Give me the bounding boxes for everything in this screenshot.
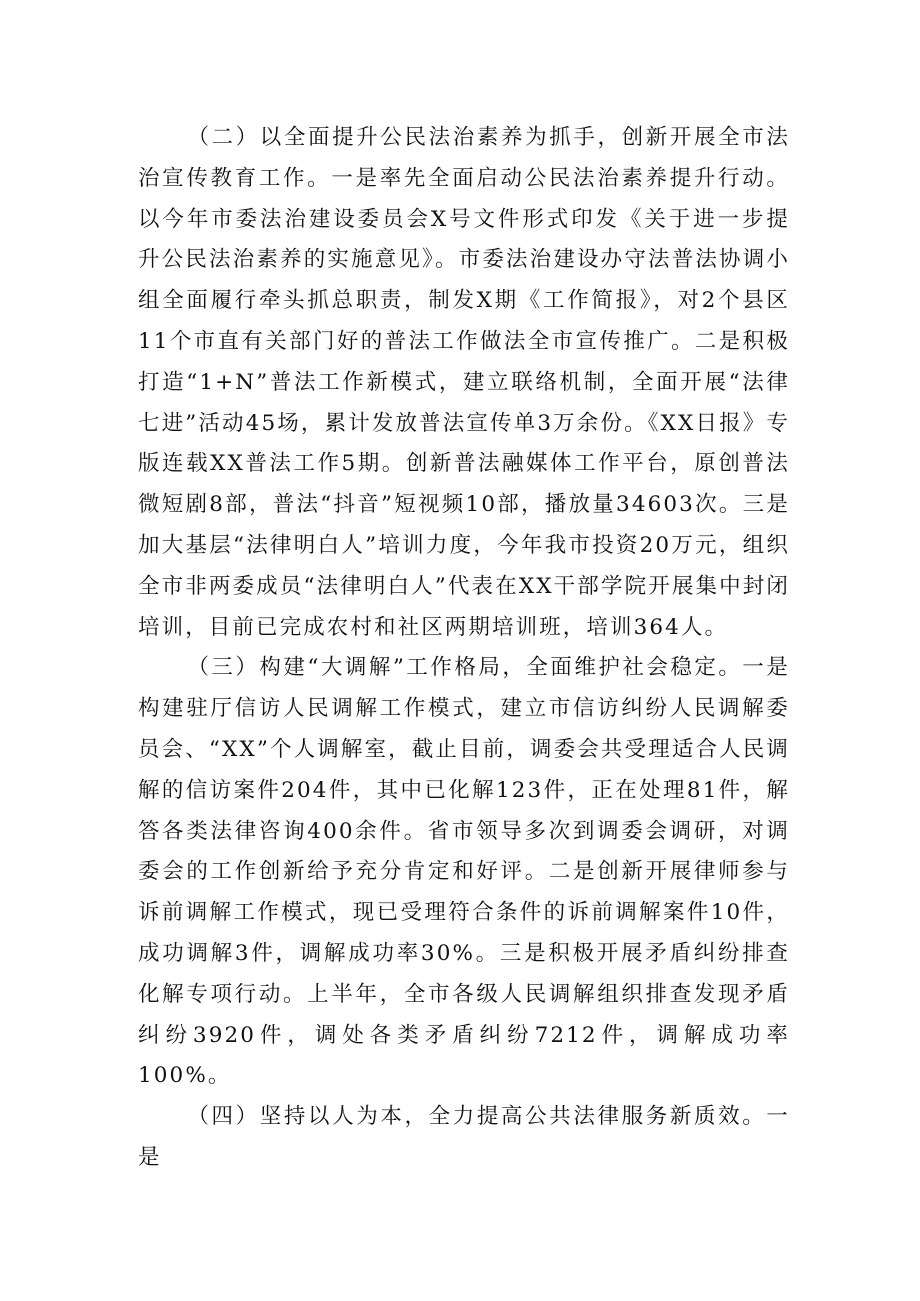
paragraph-mediation: （三）构建“大调解”工作格局，全面维护社会稳定。一是构建驻厅信访人民调解工作模式，建立市信访纠纷人民调解委员会、“XX”个人调解室，截止目前，调委会共受理适合人民调解的信访案件204件，其中已化解123件，正在处理81件，解答各类法律咨询400余件。省市领导多次到调委会调研，对调委会的工作创新给予充分肯定和好评。二是创新开展律师参与诉前调解工作模式，现已受理符合条件的诉前调解案件10件，成功调解3件，调解成功率30%。三是积极开展矛盾纠纷排查化解专项行动。上半年，全市各级人民调解组织排查发现矛盾纠纷3920件，调处各类矛盾纠纷7212件，调解成功率100%。 <box>138 655 790 1089</box>
document-body <box>138 118 790 1179</box>
paragraph-legal-education: （二）以全面提升公民法治素养为抓手，创新开展全市法治宣传教育工作。一是率先全面启动公民法治素养提升行动。以今年市委法治建设委员会X号文件形式印发《关于进一步提升公民法治素养的实施意见》。市委法治建设办守法普法协调小组全面履行牵头抓总职责，制发X期《工作简报》，对2个县区11个市直有关部门好的普法工作做法全市宣传推广。二是积极打造“1+N”普法工作新模式，建立联络机制，全面开展“法律七进”活动45场，累计发放普法宣传单3万余份。《XX日报》专版连载XX普法工作5期。创新普法融媒体工作平台，原创普法微短剧8部，普法“抖音”短视频10部，播放量34603次。三是加大基层“法律明白人”培训力度，今年我市投资20万元，组织全市非两委成员“法律明白人”代表在XX干部学院开展集中封闭培训，目前已完成农村和社区两期培训班，培训364人。 <box>138 125 790 640</box>
paragraph-public-legal-service: （四）坚持以人为本，全力提高公共法律服务新质效。一是 <box>138 1104 790 1170</box>
